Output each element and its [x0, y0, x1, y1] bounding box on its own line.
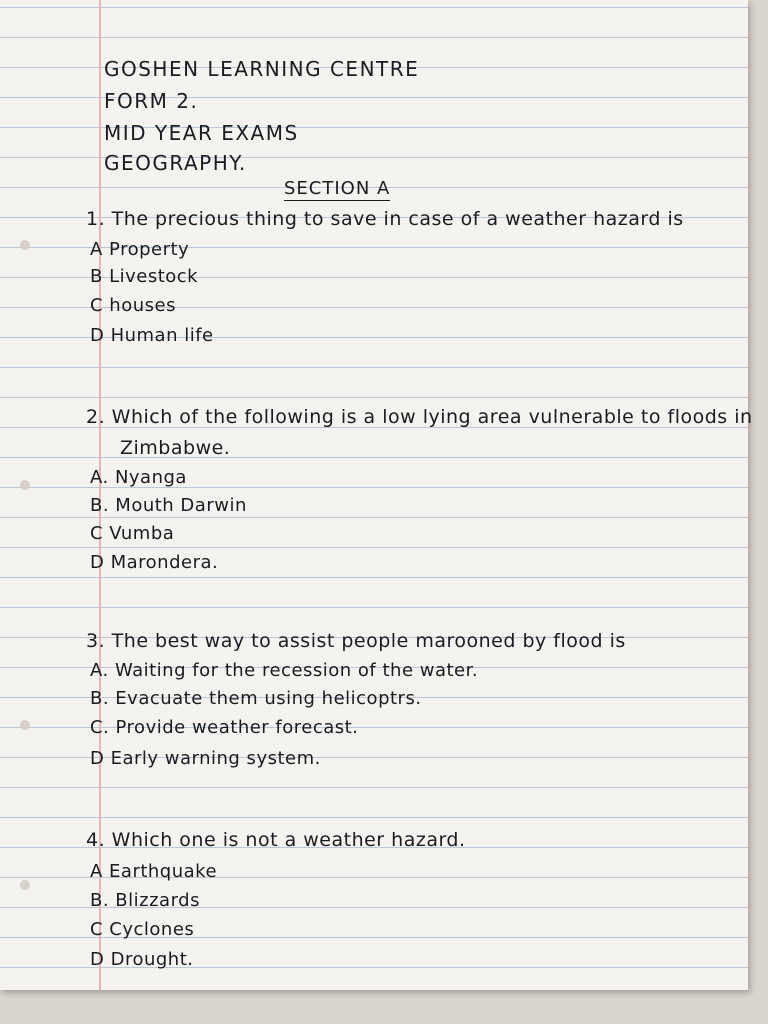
binder-hole: [20, 880, 30, 890]
question-3-option-c: C. Provide weather forecast.: [90, 717, 359, 738]
binder-hole: [20, 240, 30, 250]
question-1: 1. The precious thing to save in case of a weather hazard is: [86, 208, 684, 230]
school-name: GOSHEN LEARNING CENTRE: [104, 57, 420, 81]
question-1-option-a: A Property: [90, 239, 190, 260]
binder-holes: [20, 0, 40, 990]
section-heading: SECTION A: [284, 178, 391, 199]
question-2-option-a: A. Nyanga: [90, 467, 187, 488]
form-level: FORM 2.: [104, 89, 199, 113]
question-3-option-b: B. Evacuate them using helicoptrs.: [90, 688, 422, 709]
question-1-option-c: C houses: [90, 295, 176, 316]
question-2: 2. Which of the following is a low lying area vulnerable to floods in: [86, 406, 753, 428]
question-4-option-d: D Drought.: [90, 949, 194, 970]
question-2-continued: Zimbabwe.: [120, 437, 231, 459]
question-2-option-d: D Marondera.: [90, 552, 219, 573]
question-4-option-a: A Earthquake: [90, 861, 218, 882]
question-1-option-b: B Livestock: [90, 266, 199, 287]
exam-title: MID YEAR EXAMS: [104, 121, 299, 145]
question-3: 3. The best way to assist people marooned by flood is: [86, 630, 626, 652]
question-4-option-c: C Cyclones: [90, 919, 195, 940]
question-4: 4. Which one is not a weather hazard.: [86, 829, 466, 851]
question-4-option-b: B. Blizzards: [90, 890, 200, 911]
question-2-option-c: C Vumba: [90, 523, 175, 544]
question-1-option-d: D Human life: [90, 325, 214, 346]
subject-title: GEOGRAPHY.: [104, 151, 247, 175]
question-3-option-a: A. Waiting for the recession of the water.: [90, 660, 479, 681]
binder-hole: [20, 720, 30, 730]
question-2-option-b: B. Mouth Darwin: [90, 495, 247, 516]
question-3-option-d: D Early warning system.: [90, 748, 321, 769]
binder-hole: [20, 480, 30, 490]
